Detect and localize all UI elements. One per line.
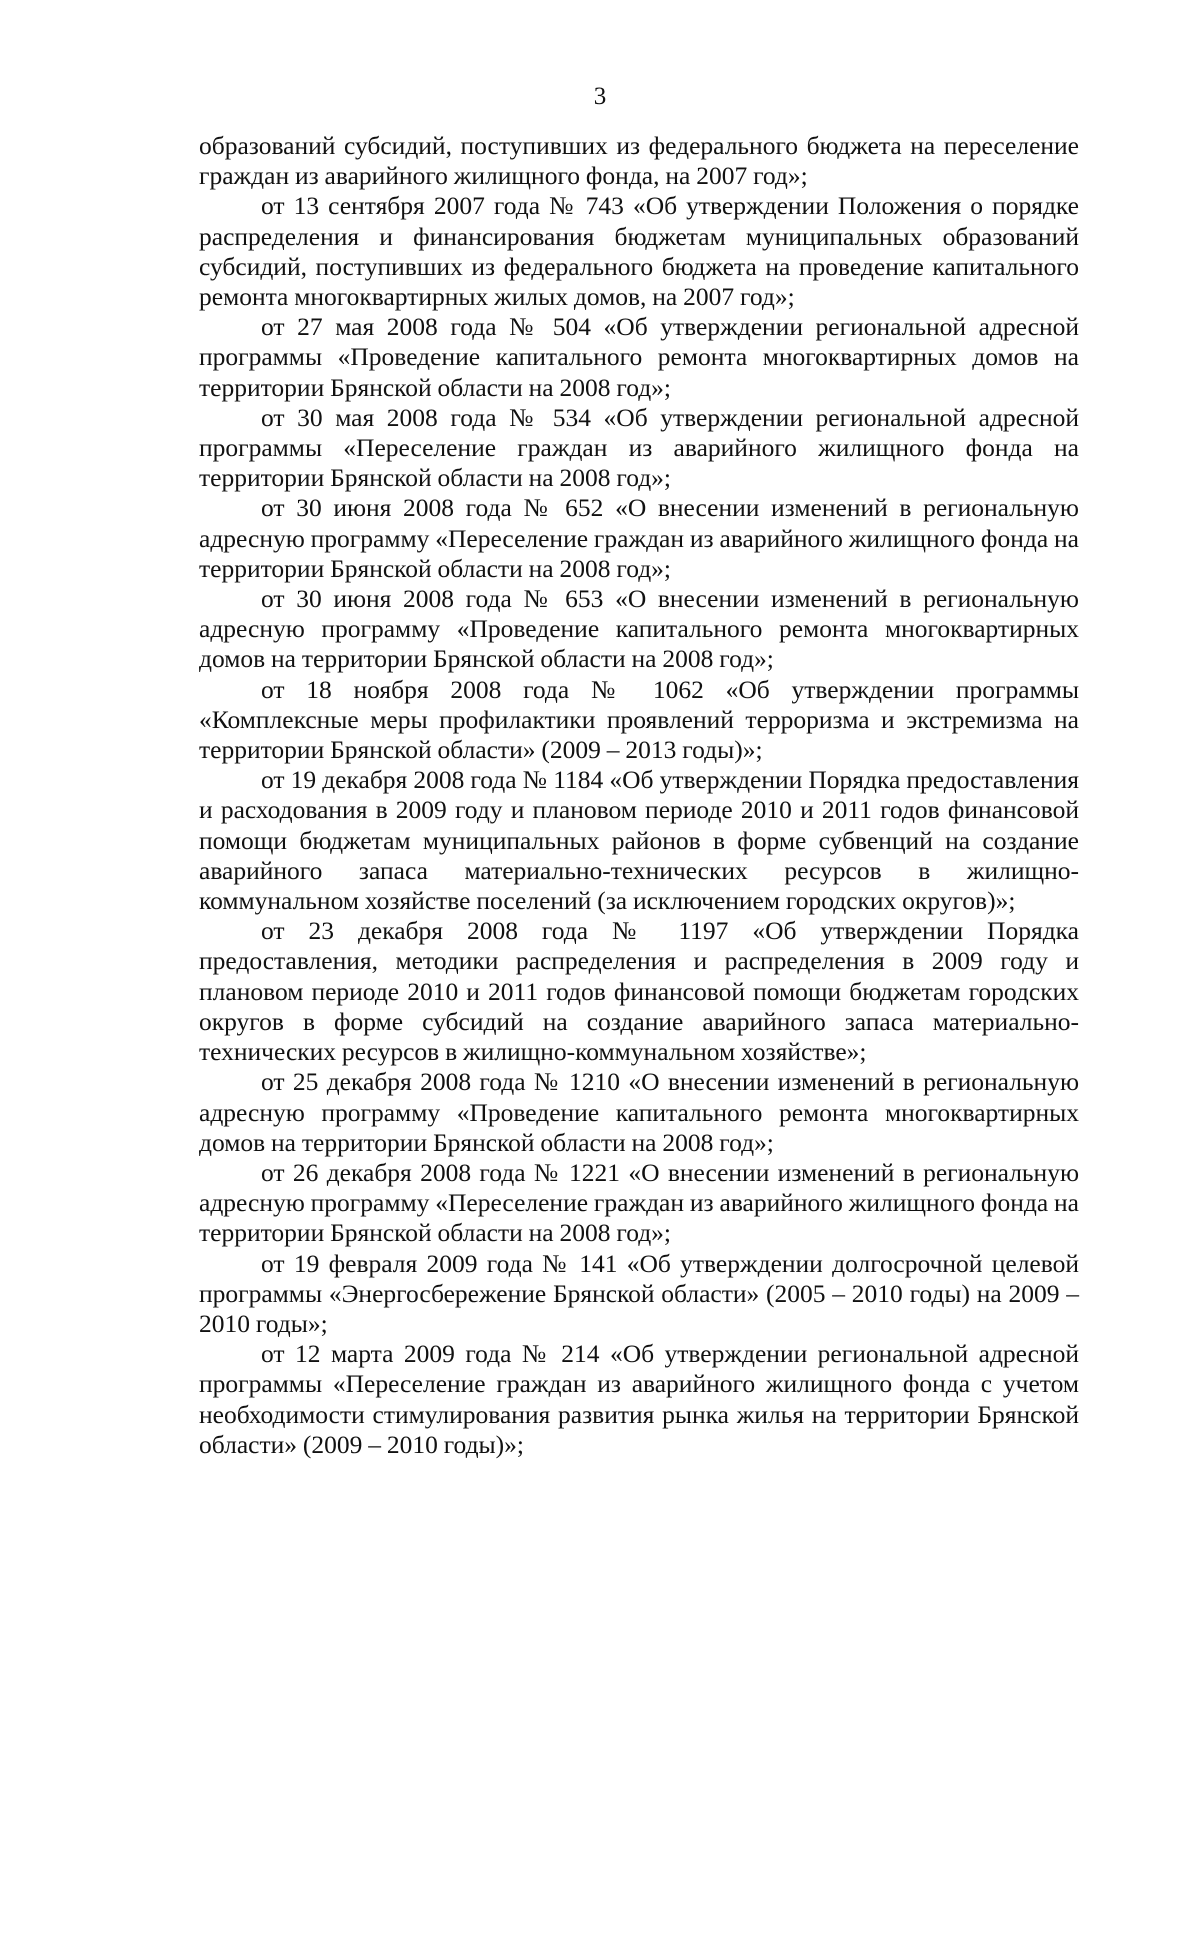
page-number: 3 <box>593 83 607 110</box>
paragraph-11: от 26 декабря 2008 года № 1221 «О внесении изменений в региональную адресную программу «Переселение граждан из аварийного жилищного фонда на территории Брянской области на 2008 год»; <box>199 1157 1079 1248</box>
paragraph-9: от 23 декабря 2008 года № 1197 «Об утверждении Порядка предоставления, методики распределения и распределения в 2009 году и плановом периоде 2010 и 2011 годов финансовой помощи бюджетам городских округов в форме субсидий на создание аварийного запаса материально-технических ресурсов в жилищно-коммунальном хозяйстве»; <box>199 916 1079 1067</box>
paragraph-2: от 13 сентября 2007 года № 743 «Об утверждении Положения о порядке распределения и финансирования бюджетам муниципальных образований субсидий, поступивших из федерального бюджета на проведение капитального ремонта многоквартирных жилых домов, на 2007 год»; <box>199 191 1079 312</box>
paragraph-7: от 18 ноября 2008 года № 1062 «Об утверждении программы «Комплексные меры профилактики проявлений терроризма и экстремизма на территории Брянской области» (2009 – 2013 годы)»; <box>199 674 1079 765</box>
paragraph-12: от 19 февраля 2009 года № 141 «Об утверждении долгосрочной целевой программы «Энергосбережение Брянской области» (2005 – 2010 годы) на 2009 – 2010 годы»; <box>199 1248 1079 1338</box>
paragraph-6: от 30 июня 2008 года № 653 «О внесении изменений в региональную адресную программу «Проведение капитального ремонта многоквартирных домов на территории Брянской области на 2008 год»; <box>199 584 1079 674</box>
paragraph-13: от 12 марта 2009 года № 214 «Об утверждении региональной адресной программы «Переселение граждан из аварийного жилищного фонда с учетом необходимости стимулирования развития рынка жилья на территории Брянской области» (2009 – 2010 годы)»; <box>199 1339 1079 1459</box>
paragraph-1: образований субсидий, поступивших из федерального бюджета на переселение граждан из аварийного жилищного фонда, на 2007 год»; <box>199 131 1079 191</box>
paragraph-8: от 19 декабря 2008 года № 1184 «Об утверждении Порядка предоставления и расходования в 2009 году и плановом периоде 2010 и 2011 годов финансовой помощи бюджетам муниципальных районов в форме субвенций на создание аварийного запаса материально-технических ресурсов в жилищно-коммунальном хозяйстве поселений (за исключением городских округов)»; <box>199 765 1079 916</box>
document-body <box>199 131 1079 1460</box>
paragraph-5: от 30 июня 2008 года № 652 «О внесении изменений в региональную адресную программу «Переселение граждан из аварийного жилищного фонда на территории Брянской области на 2008 год»; <box>199 493 1079 583</box>
paragraph-4: от 30 мая 2008 года № 534 «Об утверждении региональной адресной программы «Переселение граждан из аварийного жилищного фонда на территории Брянской области на 2008 год»; <box>199 402 1079 493</box>
paragraph-3: от 27 мая 2008 года № 504 «Об утверждении региональной адресной программы «Проведение капитального ремонта многоквартирных домов на территории Брянской области на 2008 год»; <box>199 312 1079 402</box>
paragraph-10: от 25 декабря 2008 года № 1210 «О внесении изменений в региональную адресную программу «Проведение капитального ремонта многоквартирных домов на территории Брянской области на 2008 год»; <box>199 1067 1079 1157</box>
